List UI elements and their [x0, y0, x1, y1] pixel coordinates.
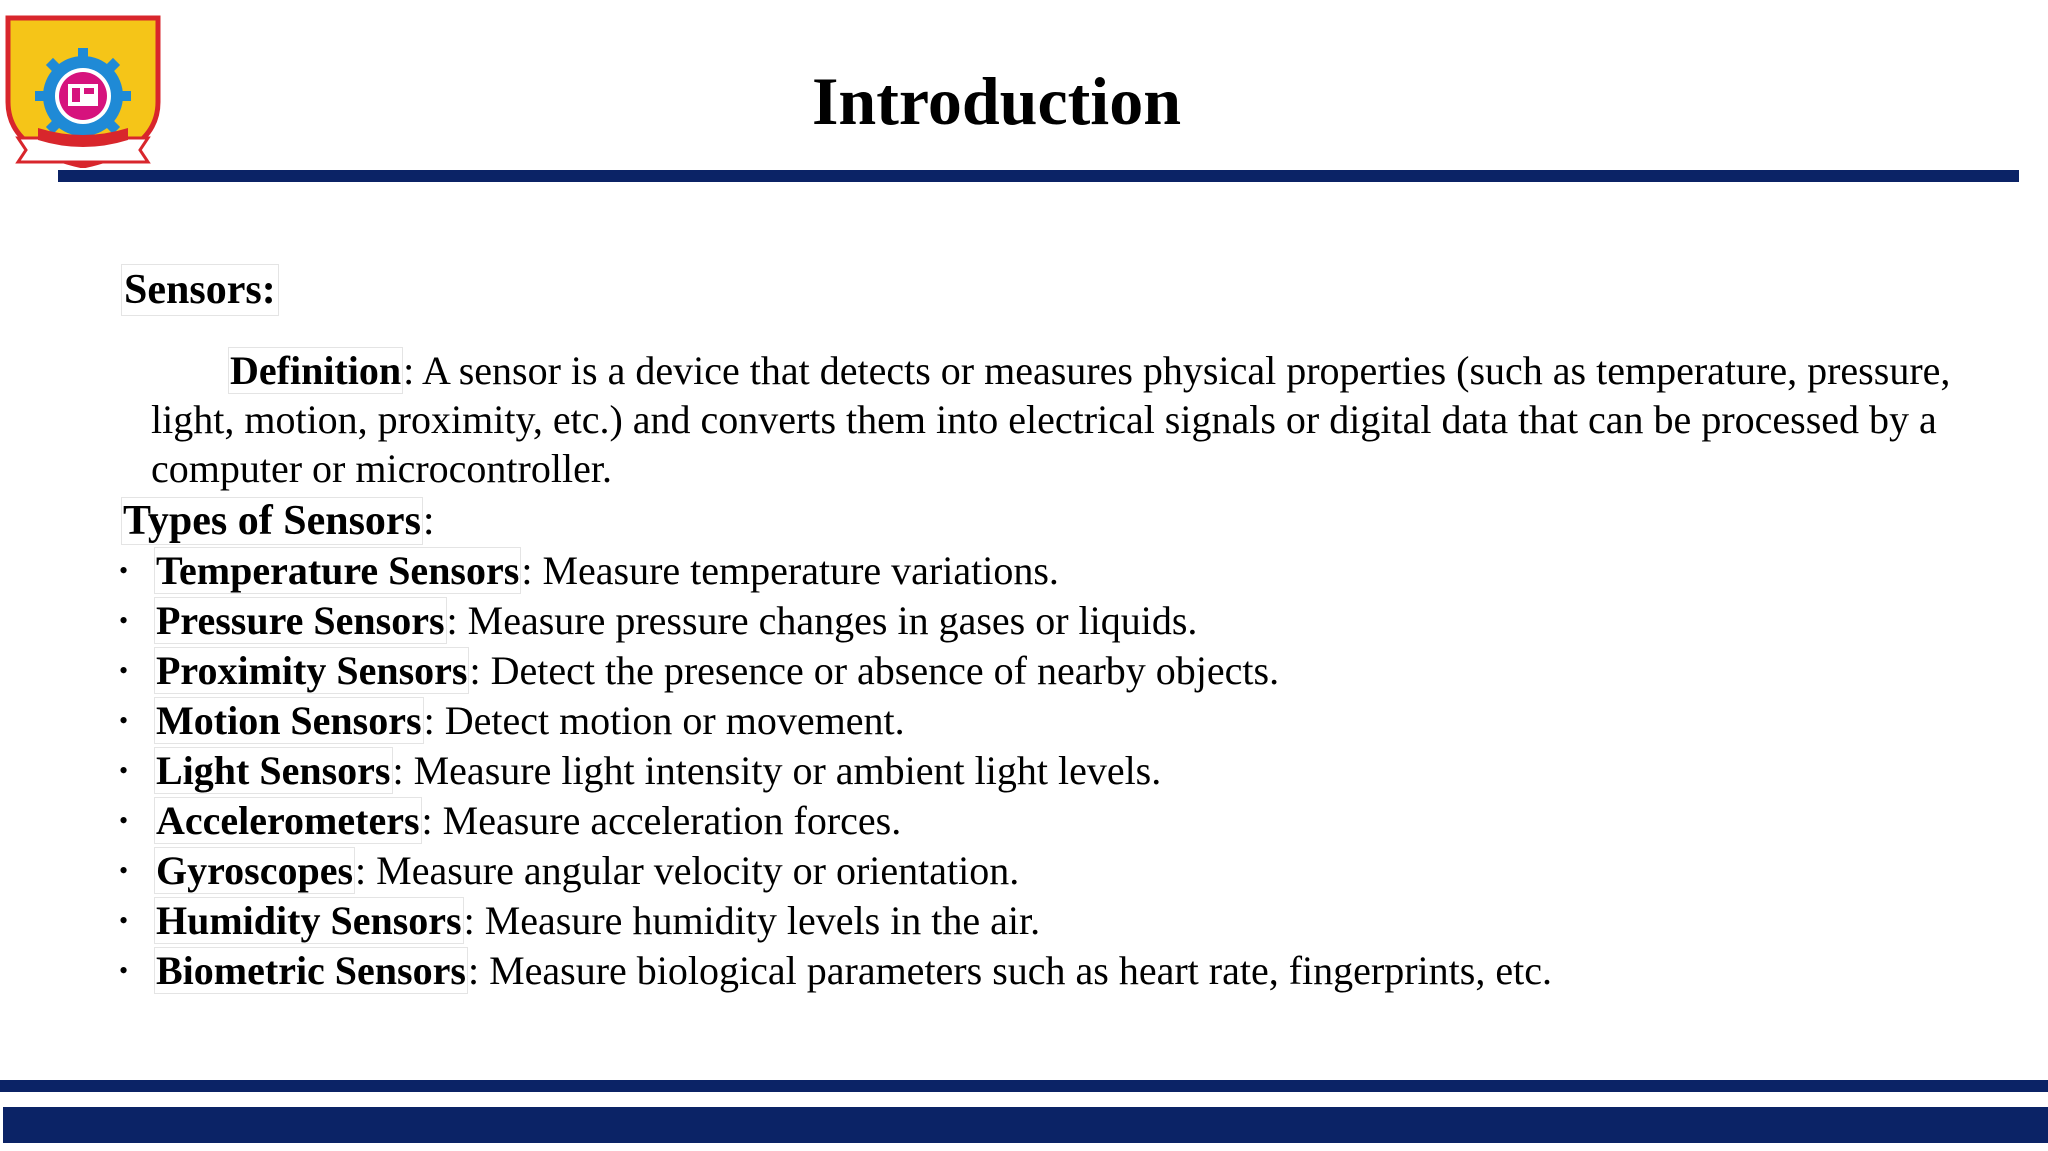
sensor-description: : Measure temperature variations. [521, 548, 1059, 593]
sensor-name: Accelerometers [156, 798, 420, 843]
list-item [118, 896, 1552, 946]
bullet-icon: • [119, 806, 129, 835]
sensors-heading: Sensors: [121, 264, 279, 316]
sensor-description: : Measure humidity levels in the air. [463, 898, 1041, 943]
title-underline [58, 170, 2019, 182]
bullet-icon: • [119, 856, 129, 885]
types-heading-suffix: : [422, 498, 435, 544]
list-item [118, 546, 1552, 596]
definition-label: Definition [230, 348, 402, 393]
list-item [118, 796, 1552, 846]
bullet-icon: • [119, 706, 129, 735]
sensor-description: : Detect motion or movement. [423, 698, 905, 743]
sensor-description: : Measure biological parameters such as heart rate, fingerprints, etc. [467, 948, 1552, 993]
bullet-icon: • [119, 756, 129, 785]
sensor-description: : Measure angular velocity or orientation. [355, 848, 1020, 893]
sensor-name: Gyroscopes [156, 848, 354, 893]
sensor-name: Humidity Sensors [156, 898, 462, 943]
bullet-icon: • [119, 556, 129, 585]
slide-title: Introduction [811, 63, 1182, 139]
sensor-description: : Measure acceleration forces. [421, 798, 902, 843]
list-item [118, 946, 1552, 996]
bullet-icon: • [119, 906, 129, 935]
sensor-name: Proximity Sensors [156, 648, 468, 693]
bullet-icon: • [119, 956, 129, 985]
sensor-name: Motion Sensors [156, 698, 422, 743]
types-heading [121, 496, 435, 546]
sensor-name: Temperature Sensors [156, 548, 520, 593]
list-item [118, 646, 1552, 696]
sensor-description: : Measure light intensity or ambient light levels. [392, 748, 1162, 793]
list-item [118, 696, 1552, 746]
list-item [118, 746, 1552, 796]
sensor-description: : Measure pressure changes in gases or liquids. [446, 598, 1198, 643]
sensor-description: : Detect the presence or absence of nearby objects. [469, 648, 1280, 693]
footer-rule-thin [0, 1080, 2048, 1092]
definition-text: : A sensor is a device that detects or measures physical properties (such as temperature, pressure, light, motion, proximity, etc.) and converts them into electrical signals or digital data that can be processed by a computer or microcontroller. [151, 348, 1951, 491]
footer-band [3, 1107, 2048, 1143]
types-heading-label: Types of Sensors [123, 498, 421, 544]
sensor-types-list [118, 546, 1552, 996]
sensor-name: Light Sensors [156, 748, 391, 793]
list-item [118, 596, 1552, 646]
bullet-icon: • [119, 656, 129, 685]
list-item [118, 846, 1552, 896]
sensor-name: Biometric Sensors [156, 948, 466, 993]
sensor-name: Pressure Sensors [156, 598, 445, 643]
bullet-icon: • [119, 606, 129, 635]
definition-paragraph [151, 346, 1971, 493]
